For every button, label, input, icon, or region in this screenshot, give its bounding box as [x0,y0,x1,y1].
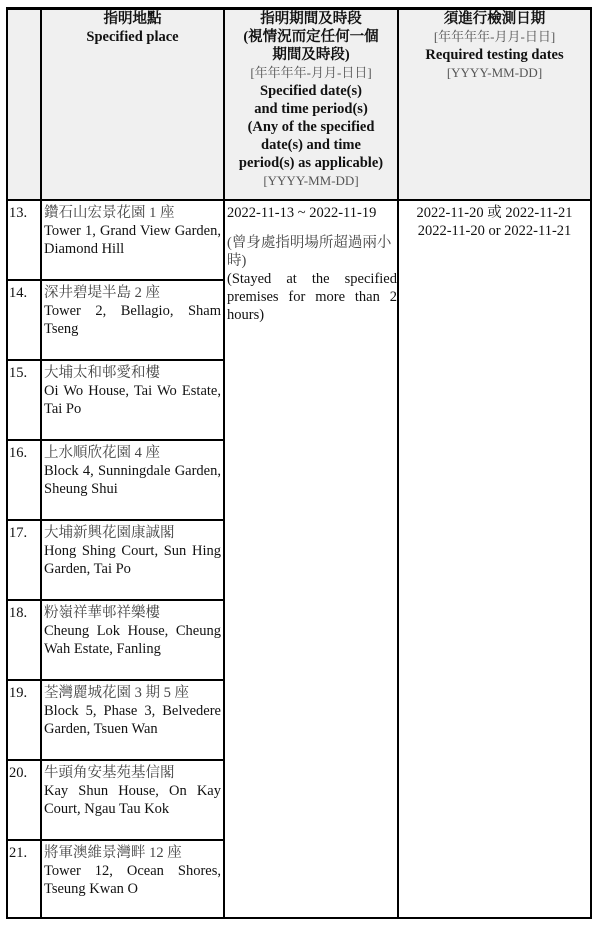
header-period-en-1: Specified date(s) [260,83,362,99]
table-row-place [44,444,221,498]
place-name-zh: 荃灣麗城花園 3 期 5 座 [44,685,189,701]
row-divider [6,519,224,521]
testing-date-en: 2022-11-20 or 2022-11-21 [417,223,572,239]
place-name-zh: 大埔太和邨愛和樓 [44,365,160,381]
row-number: 19. [9,685,28,701]
row-divider [6,679,224,681]
row-number: 15. [9,365,28,381]
row-number: 18. [9,605,28,621]
row-divider [6,759,224,761]
header-period-zh-1: 指明期間及時段 [260,11,362,27]
place-name-en: Block 5, Phase 3, Belvedere Garden, Tsuen Wan [44,703,221,737]
row-number: 13. [9,205,28,221]
place-name-zh: 深井碧堤半島 2 座 [44,285,160,301]
header-period-en-2: and time period(s) [254,101,368,117]
header-testing-en: Required testing dates [425,47,564,63]
period-range: 2022-11-13 ~ 2022-11-19 [227,205,377,221]
table-row-place [44,604,221,658]
row-divider [6,359,224,361]
table-row-place [44,524,221,578]
header-place-zh: 指明地點 [103,11,162,27]
row-number: 14. [9,285,28,301]
header-period-en-4: date(s) and time [261,137,361,153]
border-num-place [40,10,42,918]
header-period-en-format: [YYYY-MM-DD] [263,173,359,188]
row-divider [6,839,224,841]
header-period-en-5: period(s) as applicable) [238,155,384,171]
place-name-zh: 大埔新興花園康誠閣 [44,525,175,541]
place-name-zh: 粉嶺祥華邨祥樂樓 [44,605,160,621]
testing-date-zh: 2022-11-20 或 2022-11-21 [416,205,573,221]
header-testing-zh: 須進行檢測日期 [443,11,546,27]
place-name-en: Tower 1, Grand View Garden, Diamond Hill [44,223,221,257]
header-place-en: Specified place [86,29,179,45]
table-bottom-border [6,917,592,919]
header-specified-place [41,10,224,46]
place-name-zh: 鑽石山宏景花園 1 座 [44,205,175,221]
period-note-zh: (曾身處指明場所超過兩小時) [227,235,392,269]
place-name-en: Oi Wo House, Tai Wo Estate, Tai Po [44,383,221,417]
period-note-en: (Stayed at the specified premises for more than 2 hours) [227,271,397,323]
place-name-en: Tower 12, Ocean Shores, Tseung Kwan O [44,863,221,897]
header-period-en-3: (Any of the specified [247,119,375,135]
required-testing-cell [398,204,591,240]
header-testing-en-format: [YYYY-MM-DD] [446,65,543,80]
table-row-place [44,204,221,258]
header-bottom-border [6,199,592,201]
header-period-zh-3: 期間及時段) [272,47,350,63]
table-row-place [44,284,221,338]
row-number: 17. [9,525,28,541]
place-name-zh: 牛頭角安基苑基信閣 [44,765,175,781]
place-name-zh: 上水順欣花園 4 座 [44,445,160,461]
place-name-en: Hong Shing Court, Sun Hing Garden, Tai Po [44,543,221,577]
place-name-en: Cheung Lok House, Cheung Wah Estate, Fanling [44,623,221,657]
place-name-en: Tower 2, Bellagio, Sham Tseng [44,303,221,337]
header-specified-period [224,10,398,190]
specified-period-cell [227,204,397,324]
border-left [6,10,8,918]
row-number: 16. [9,445,28,461]
header-testing-zh-format: [年年年年-月月-日日] [433,29,556,44]
table-row-place [44,364,221,418]
table-row-place [44,844,221,898]
place-name-en: Block 4, Sunningdale Garden, Sheung Shui [44,463,221,497]
border-period-testing [397,10,399,918]
header-period-zh-format: [年年年年-月月-日日] [250,65,372,80]
table-row-place [44,684,221,738]
row-number: 20. [9,765,28,781]
header-required-testing [398,10,591,82]
place-name-zh: 將軍澳維景灣畔 12 座 [44,845,182,861]
border-right [590,10,592,918]
row-divider [6,439,224,441]
border-place-period [223,10,225,918]
table-row-place [44,764,221,818]
place-name-en: Kay Shun House, On Kay Court, Ngau Tau Kok [44,783,221,817]
row-number: 21. [9,845,28,861]
header-period-zh-2: (視情況而定任何一個 [243,29,379,45]
row-divider [6,599,224,601]
row-divider [6,279,224,281]
